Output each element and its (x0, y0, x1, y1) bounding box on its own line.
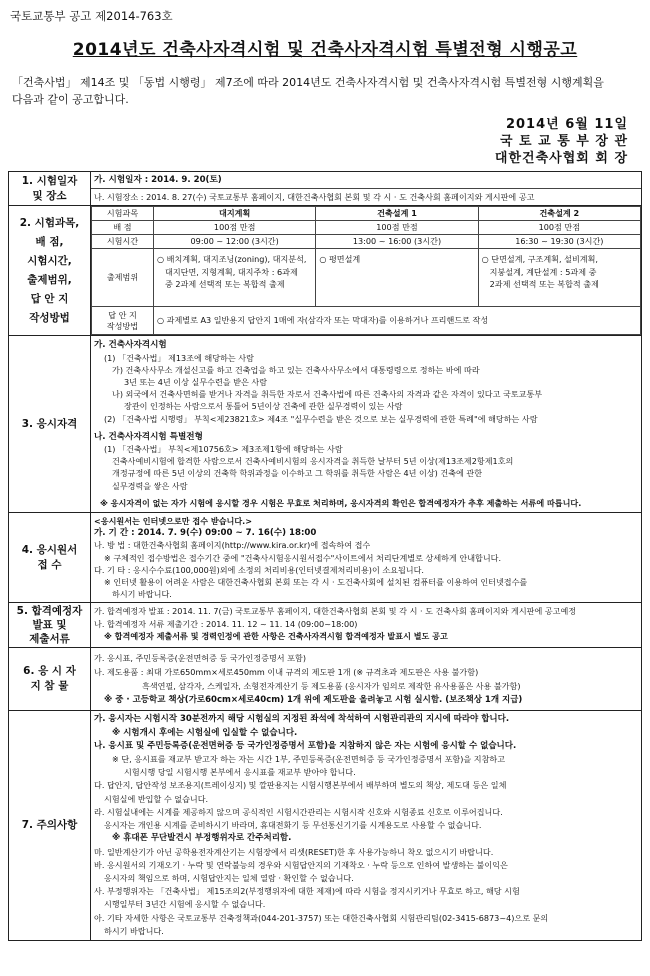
text-line: ※ 단, 응시표를 재교부 받고자 하는 자는 시간 1부, 주민등록증(운전면허증 등 국가인정증명서 포함)을 지참하고 (112, 754, 506, 765)
text-line: ※ 휴대폰 무단발견시 부정행위자로 간주처리함. (112, 833, 292, 844)
section-title-line: 시험시간, (27, 254, 72, 267)
section-title: 3. 응시자격 (9, 336, 91, 513)
section-title-line: 작성방법 (29, 311, 70, 324)
section-title-line: 출제범위, (27, 273, 72, 286)
col-header: 건축설계 1 (316, 207, 478, 221)
text-line: 다. 답안지, 답안작성 보조용지(트레이싱지) 및 깔판용지는 시험시행본부에서 배부하며 별도의 책상, 제도대 등은 일체 (94, 780, 507, 791)
scope-line: ○ 단면설계, 구조계획, 설비계획, (481, 254, 598, 265)
org-association: 대한건축사협회 회 장 (494, 151, 628, 166)
scope-line: 대지단면, 지형계획, 대지주차 : 6과제 (165, 266, 298, 277)
cell: 100점 만점 (154, 221, 316, 235)
text-line: ※ 시험개시 후에는 시험실에 입실할 수 없습니다. (112, 727, 298, 738)
text-line: 가. 건축사자격시험 (94, 340, 167, 351)
scope-line: 중 2과제 선택적 또는 복합적 출제 (165, 278, 285, 289)
exam-place-line: 나. 시험장소 : 2014. 8. 27(수) 국토교통부 홈페이지, 대한건축사협회 본회 및 각 시 · 도 건축사회 홈페이지와 게시판에 공고 (91, 188, 641, 205)
text-line: 응시자의 책임으로 하며, 시험답안지는 일체 열람 · 확인할 수 없습니다. (104, 872, 354, 883)
section-title-line: 6. 응 시 자 (23, 665, 76, 678)
cell: 16:30 ~ 19:30 (3시간) (478, 235, 640, 249)
text-line: 다. 기 타 : 응시수수료(100,000원)외에 소정의 처리비용(인터넷결제처리비용)이 소요됩니다. (94, 564, 424, 575)
text-line: 라. 시험실내에는 시계를 제공하지 않으며 공식적인 시험시간관리는 시험시작 신호와 시험종료 신호로 이루어집니다. (94, 806, 503, 817)
text-line: 시험시행 당일 시험시행 본부에서 응시표를 재교부 받아야 합니다. (124, 767, 356, 778)
notice-title: 2014년도 건축사자격시험 및 건축사자격시험 특별전형 시행공고 (72, 40, 578, 60)
signature-block (8, 116, 628, 167)
section-eligibility (9, 336, 642, 513)
subject-table (91, 206, 641, 335)
text-line: 마. 일반계산기가 아닌 공학용전자계산기는 시험장에서 리셋(RESET)한 후 사용가능하니 착오 없으시기 바랍니다. (94, 846, 494, 857)
text-line: 건축사예비시험에 합격한 사람으로서 건축사예비시험의 응시자격을 취득한 날부터 5년 이상(제13조제2항제1호의 (112, 456, 514, 467)
cell (154, 249, 316, 307)
org-ministry: 국 토 교 통 부 장 관 (499, 134, 628, 149)
text-line: ※ 구체적인 접수방법은 접수기간 중에 "건축사시험응시원서접수"사이트에서 처리단계별로 상세하게 안내합니다. (104, 552, 502, 563)
text-line: (1) 「건축사법」 제13조에 해당하는 사람 (104, 352, 254, 363)
section-title (9, 603, 91, 648)
text-line: (1) 「건축사법」 부칙<제10756호> 제3조제1항에 해당하는 사람 (104, 444, 343, 455)
text-line: ※ 중 · 고등학교 책상(가로60cm×세로40cm) 1개 위에 제도판을 올려놓고 시험 실시함. (보조책상 1개 지급) (104, 695, 523, 706)
cell (316, 249, 478, 307)
intro-text (12, 74, 640, 108)
section-title-line: 지 참 물 (30, 680, 69, 693)
section-title-line: 및 장소 (32, 189, 67, 202)
notice-table (8, 171, 642, 941)
scope-line: 지붕설계, 계단설계 : 5과제 중 (489, 266, 597, 277)
intro-line: 다음과 같이 공고합니다. (12, 93, 129, 106)
section-title-line: 발표 및 (32, 619, 67, 632)
section-results (9, 603, 642, 648)
section-title-line: 제출서류 (29, 633, 70, 646)
text-line: 나. 응시표 및 주민등록증(운전면허증 등 국가인정증명서 포함)을 지참하지 않은 자는 시험에 응시할 수 없습니다. (94, 740, 517, 751)
text-line: 응시자는 개인용 시계를 준비하시기 바라며, 휴대전화기 등 무선통신기기를 시계용도로 사용할 수 없습니다. (104, 820, 482, 831)
text-line: 장관이 인정하는 사람으로서 통틀어 5년이상 건축에 관한 실무경력이 있는 사람 (124, 401, 403, 412)
text-line: 3년 또는 4년 이상 실무수련을 받은 사람 (124, 377, 268, 388)
cell: 09:00 ~ 12:00 (3시간) (154, 235, 316, 249)
section-title-line: 배 점, (35, 235, 64, 248)
section-exam-date (9, 172, 642, 206)
text-line: 실무경력을 쌓은 사람 (112, 480, 188, 491)
intro-line: 「건축사법」 제14조 및 「동법 시행령」 제7조에 따라 2014년도 건축사자격시험 및 건축사자격시험 특별전형 시행계획을 (12, 76, 604, 89)
section-title: 7. 주의사항 (9, 711, 91, 940)
col-header: 건축설계 2 (478, 207, 640, 221)
section-title (9, 172, 91, 206)
text-line: 나) 외국에서 건축사면허를 받거나 자격을 취득한 자로서 건축사법에 따른 건축사의 자격과 같은 자격이 있다고 국토교통부 (112, 389, 543, 400)
section-subjects (9, 206, 642, 336)
text-line: 나. 합격예정자 서류 제출기간 : 2014. 11. 12 ~ 11. 14 (09:00~18:00) (94, 618, 358, 629)
text-line: 아. 기타 자세한 사항은 국토교통부 건축정책과(044-201-3757) 또는 대한건축사협회 시험관리팀(02-3415-6873~4)으로 문의 (94, 912, 549, 923)
text-line: 나. 방 법 : 대한건축사협회 홈페이지(http://www.kira.or.kr)에 접속하여 접수 (94, 540, 371, 551)
text-line: 흑색연필, 삼각자, 스케일자, 소형전자계산기 등 제도용품 (응시자가 임의로 제작한 유사용품은 사용 불가함) (142, 681, 521, 692)
text-line: 가. 응시표, 주민등록증(운전면허증 등 국가인정증명서 포함) (94, 653, 306, 664)
note-line: ※ 응시자격이 없는 자가 시험에 응시할 경우 시험은 무효로 처리하며, 응시자격의 확인은 합격예정자가 추후 제출하는 서류에 따릅니다. (100, 497, 582, 508)
text-line: 시험실에 반입할 수 없습니다. (104, 793, 209, 804)
text-line: 바. 응시원서의 기재오기 · 누락 및 연락불능의 경우와 시험답안지의 기재착오 · 누락 등으로 인하여 발생하는 불이익은 (94, 859, 508, 870)
notice-number: 국토교통부 공고 제2014-763호 (10, 9, 173, 23)
text-line: ※ 인터넷 활용이 어려운 사람은 대한건축사협회 본회 또는 각 시 · 도건축사회에 설치된 컴퓨터를 이용하여 인터넷접수를 (104, 577, 528, 588)
col-header: 대지계획 (154, 207, 316, 221)
row-header (92, 307, 154, 335)
row-header-line: 작성방법 (106, 320, 139, 331)
section-title-line: 답 안 지 (30, 292, 69, 305)
section-notes (9, 711, 642, 940)
row-header-line: 답 안 지 (108, 309, 137, 320)
text-line: 가. 합격예정자 발표 : 2014. 11. 7(금) 국토교통부 홈페이지, 대한건축사협회 본회 및 각 시 · 도 건축사회 홈페이지와 게시판에 공고예정 (94, 606, 577, 617)
text-line: 사. 부정행위자는 「건축사법」 제15조의2(부정행위자에 대한 제재)에 따라 시험을 정지시키거나 무효로 하고, 해당 시험 (94, 886, 520, 897)
text-line: 하시기 바랍니다. (112, 589, 172, 600)
section-items (9, 648, 642, 711)
row-header: 배 점 (92, 221, 154, 235)
text-line: 가) 건축사사무소 개설신고를 하고 건축업을 하고 있는 건축사사무소에서 대통령령으로 정하는 바에 따라 (112, 364, 480, 375)
cell (478, 249, 640, 307)
notice-date: 2014년 6월 11일 (505, 117, 628, 132)
text-line: 시행일부터 3년간 시험에 응시할 수 없습니다. (104, 899, 266, 910)
section-title (9, 648, 91, 711)
row-header: 시험시간 (92, 235, 154, 249)
row-header: 출제범위 (92, 249, 154, 307)
text-line: <응시원서는 인터넷으로만 접수 받습니다.> (94, 516, 253, 527)
section-title-line: 4. 응시원서 (21, 543, 78, 556)
section-title (9, 206, 91, 336)
text-line: 가. 기 간 : 2014. 7. 9(수) 09:00 ~ 7. 16(수) 18:00 (94, 528, 317, 539)
cell: 13:00 ~ 16:00 (3시간) (316, 235, 478, 249)
scope-line: ○ 배치계획, 대지조닝(zoning), 대지분석, (157, 254, 307, 265)
section-title-line: 1. 시험일자 (21, 174, 78, 187)
text-line: 나. 제도용품 : 최대 가로650mm×세로450mm 이내 규격의 제도판 1개 (※ 규격초과 제도판은 사용 불가함) (94, 667, 479, 678)
text-line: 나. 건축사자격시험 특별전형 (94, 431, 203, 442)
scope-line: ○ 평면설계 (319, 254, 361, 265)
cell: ○ 과제별로 A3 일반용지 답안지 1매에 자(삼각자 또는 막대자)를 이용하거나 프리핸드로 작성 (154, 307, 641, 335)
text-line: ※ 합격예정자 제출서류 및 경력인정에 관한 사항은 건축사자격시험 합격예정자 발표시 별도 공고 (104, 630, 448, 641)
cell: 100점 만점 (316, 221, 478, 235)
text-line: (2) 「건축사법 시행령」 부칙<제23821호> 제4조 "실무수련을 받은 것으로 보는 실무경력에 관한 특례"에 해당하는 사람 (104, 413, 538, 424)
section-title-line: 접 수 (37, 558, 62, 571)
text-line: 하시기 바랍니다. (104, 925, 164, 936)
text-line: 가. 응시자는 시험시작 30분전까지 해당 시험실의 지정된 좌석에 착석하여 시험관리관의 지시에 따라야 합니다. (94, 714, 510, 725)
col-header: 시험과목 (92, 207, 154, 221)
text-line: 개정규정에 따른 5년 이상의 건축학 학위과정을 이수하고 그 학위를 취득한 사람은 4년 이상) 건축에 관한 (112, 468, 483, 479)
section-title-line: 2. 시험과목, (19, 216, 80, 229)
cell: 100점 만점 (478, 221, 640, 235)
section-title-line: 5. 합격예정자 (16, 605, 83, 618)
exam-date-line: 가. 시험일자 : 2014. 9. 20(토) (94, 175, 222, 185)
section-application (9, 513, 642, 603)
section-title (9, 513, 91, 603)
scope-line: 2과제 선택적 또는 복합적 출제 (489, 278, 599, 289)
